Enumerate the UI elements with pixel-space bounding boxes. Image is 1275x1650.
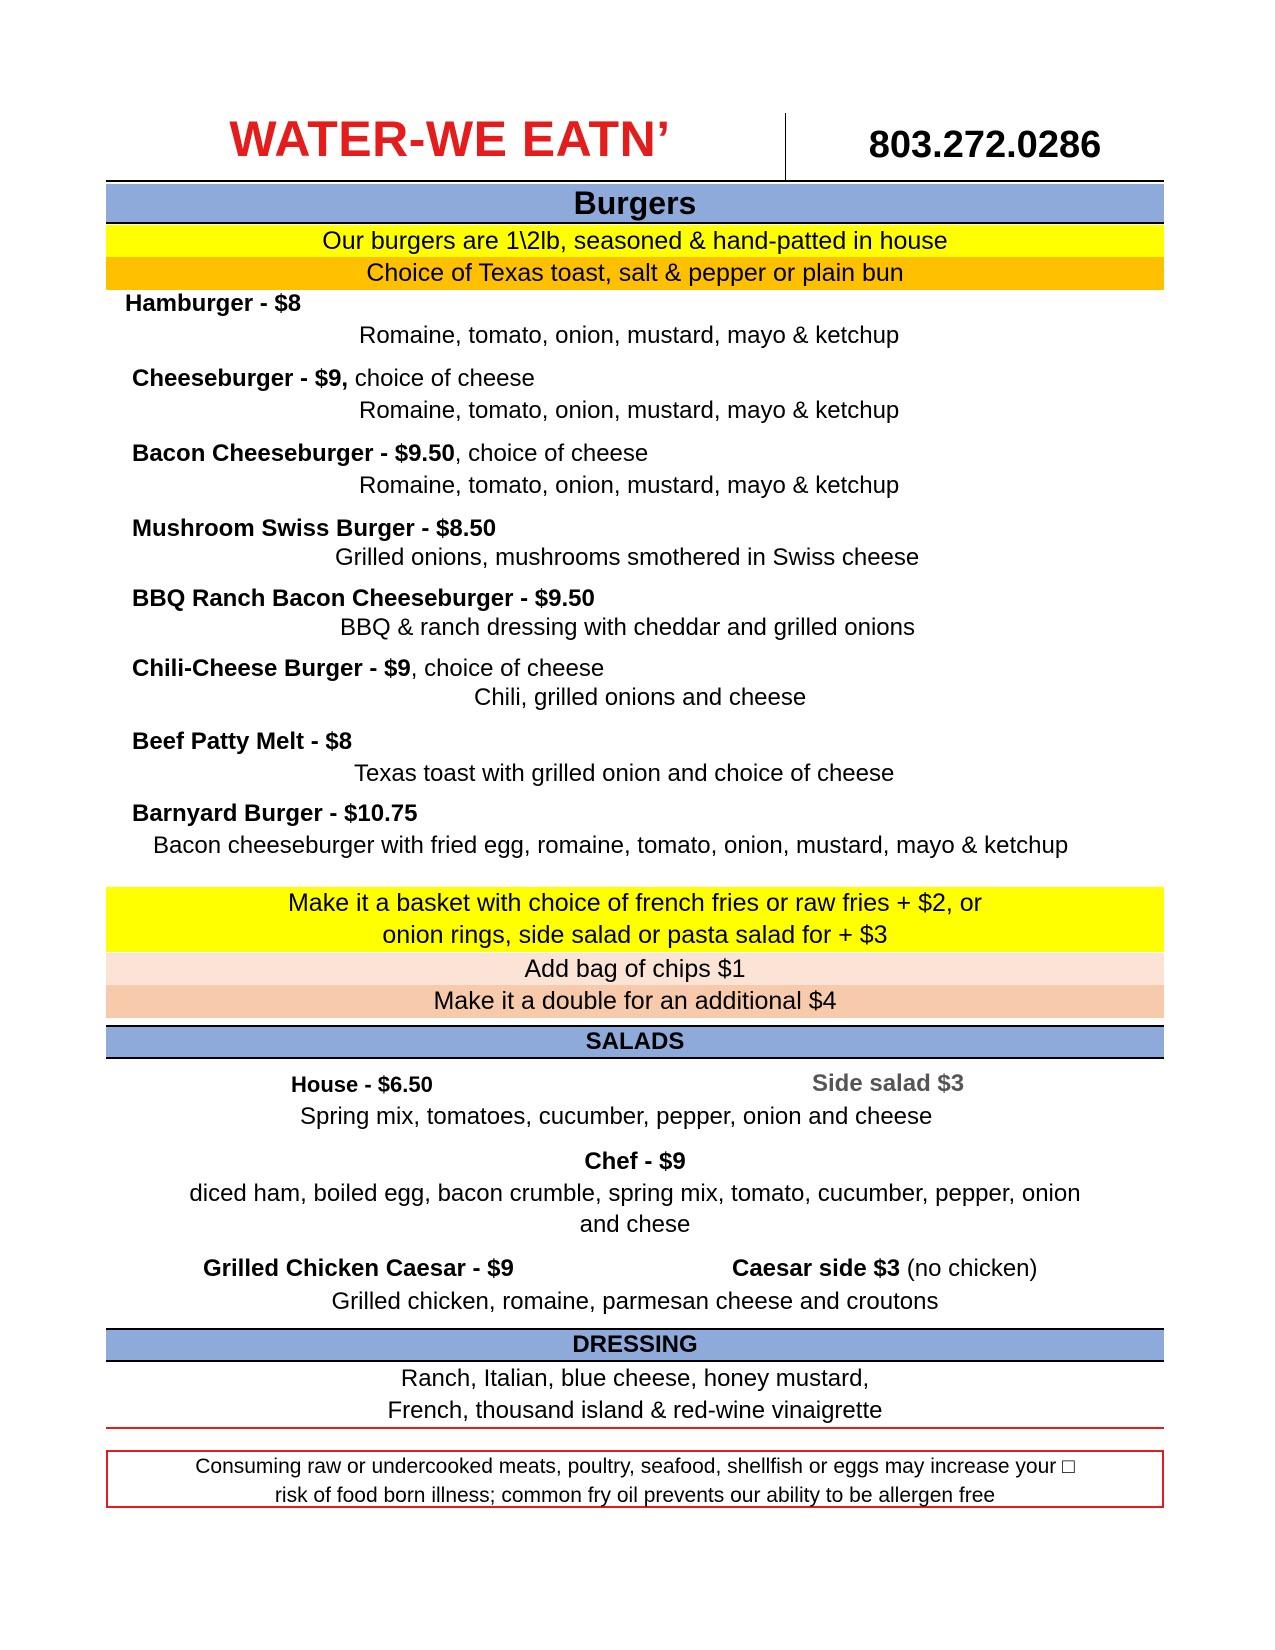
- phone-number: 803.272.0286: [868, 124, 1102, 166]
- salad-caesar-description: Grilled chicken, romaine, parmesan cheese and croutons: [331, 1288, 939, 1315]
- dressing-list-cont: French, thousand island & red-wine vinaigrette: [387, 1397, 883, 1424]
- caesar-side-label: Caesar side $3: [732, 1255, 901, 1282]
- salad-chef-name: Chef - $9: [584, 1148, 686, 1175]
- item-name: Chili-Cheese Burger - $9: [132, 655, 411, 682]
- menu-item-description: Grilled onions, mushrooms smothered in Swiss cheese: [335, 544, 920, 571]
- basket-line: onion rings, side salad or pasta salad for + $3: [382, 921, 888, 949]
- caesar-side-price: [732, 1255, 1038, 1283]
- item-name: BBQ Ranch Bacon Cheeseburger - $9.50: [132, 585, 595, 612]
- item-name: Bacon Cheeseburger - $9.50: [132, 440, 455, 467]
- menu-item-description: Chili, grilled onions and cheese: [474, 684, 807, 711]
- salad-house-description: Spring mix, tomatoes, cucumber, pepper, onion and cheese: [300, 1103, 933, 1130]
- burgers-note-patty: Our burgers are 1\2lb, seasoned & hand-patted in house: [106, 225, 1164, 257]
- burgers-note-bun: Choice of Texas toast, salt & pepper or plain bun: [106, 257, 1164, 290]
- salad-chef-description: diced ham, boiled egg, bacon crumble, spring mix, tomato, cucumber, pepper, onion: [189, 1180, 1081, 1207]
- header-divider: [785, 113, 786, 180]
- item-extra: , choice of cheese: [410, 655, 605, 682]
- menu-item-name: [132, 515, 496, 543]
- menu-item-name: [132, 365, 535, 393]
- salad-caesar-name: Grilled Chicken Caesar - $9: [203, 1255, 514, 1282]
- item-name: Beef Patty Melt - $8: [132, 728, 353, 755]
- item-name: Cheeseburger - $9,: [132, 365, 349, 392]
- burgers-heading-rule: [106, 222, 1164, 224]
- menu-item-name: [132, 655, 604, 683]
- burgers-heading: Burgers: [106, 184, 1164, 222]
- dressing-heading: DRESSING: [106, 1330, 1164, 1360]
- menu-item-name: [132, 800, 417, 828]
- basket-line: Make it a basket with choice of french fries or raw fries + $2, or: [287, 889, 983, 917]
- item-name: Hamburger - $8: [125, 290, 302, 317]
- warning-line: Consuming raw or undercooked meats, poultry, seafood, shellfish or eggs may increase your □: [195, 1455, 1075, 1478]
- salads-heading: SALADS: [106, 1027, 1164, 1057]
- menu-item-name: [132, 585, 595, 613]
- menu-item-description: Bacon cheeseburger with fried egg, romaine, tomato, onion, mustard, mayo & ketchup: [153, 832, 1069, 859]
- menu-item-description: Texas toast with grilled onion and choice of cheese: [354, 760, 895, 787]
- food-safety-warning: [106, 1450, 1164, 1508]
- item-name: Barnyard Burger - $10.75: [132, 800, 418, 827]
- menu-item-name: [132, 440, 648, 468]
- salads-rule: [106, 1057, 1164, 1059]
- menu-item-name: [132, 728, 352, 756]
- menu-item-description: BBQ & ranch dressing with cheddar and grilled onions: [340, 614, 915, 641]
- header-rule: [106, 180, 1164, 182]
- item-extra: , choice of cheese: [454, 440, 649, 467]
- item-extra: choice of cheese: [348, 365, 535, 392]
- warning-rule: [106, 1427, 1164, 1429]
- menu-item-description: Romaine, tomato, onion, mustard, mayo & ketchup: [359, 397, 900, 424]
- side-salad-price: Side salad $3: [812, 1070, 965, 1097]
- dressing-rule: [106, 1360, 1164, 1362]
- chips-addon: Add bag of chips $1: [106, 953, 1164, 985]
- caesar-side-note: (no chicken): [900, 1255, 1038, 1282]
- dressing-list: Ranch, Italian, blue cheese, honey mustard,: [400, 1365, 870, 1392]
- item-name: Mushroom Swiss Burger - $8.50: [132, 515, 497, 542]
- double-addon: Make it a double for an additional $4: [106, 985, 1164, 1018]
- menu-item-name: [125, 290, 301, 318]
- basket-upgrade-note: [106, 887, 1164, 952]
- menu-item-description: Romaine, tomato, onion, mustard, mayo & ketchup: [359, 472, 900, 499]
- menu-item-description: Romaine, tomato, onion, mustard, mayo & ketchup: [359, 322, 900, 349]
- salad-house-name: House - $6.50: [291, 1072, 433, 1097]
- salad-chef-description-cont: and chese: [579, 1211, 691, 1238]
- restaurant-title: WATER-WE EATN’: [229, 111, 671, 167]
- warning-line: risk of food born illness; common fry oil prevents our ability to be allergen free: [274, 1484, 996, 1507]
